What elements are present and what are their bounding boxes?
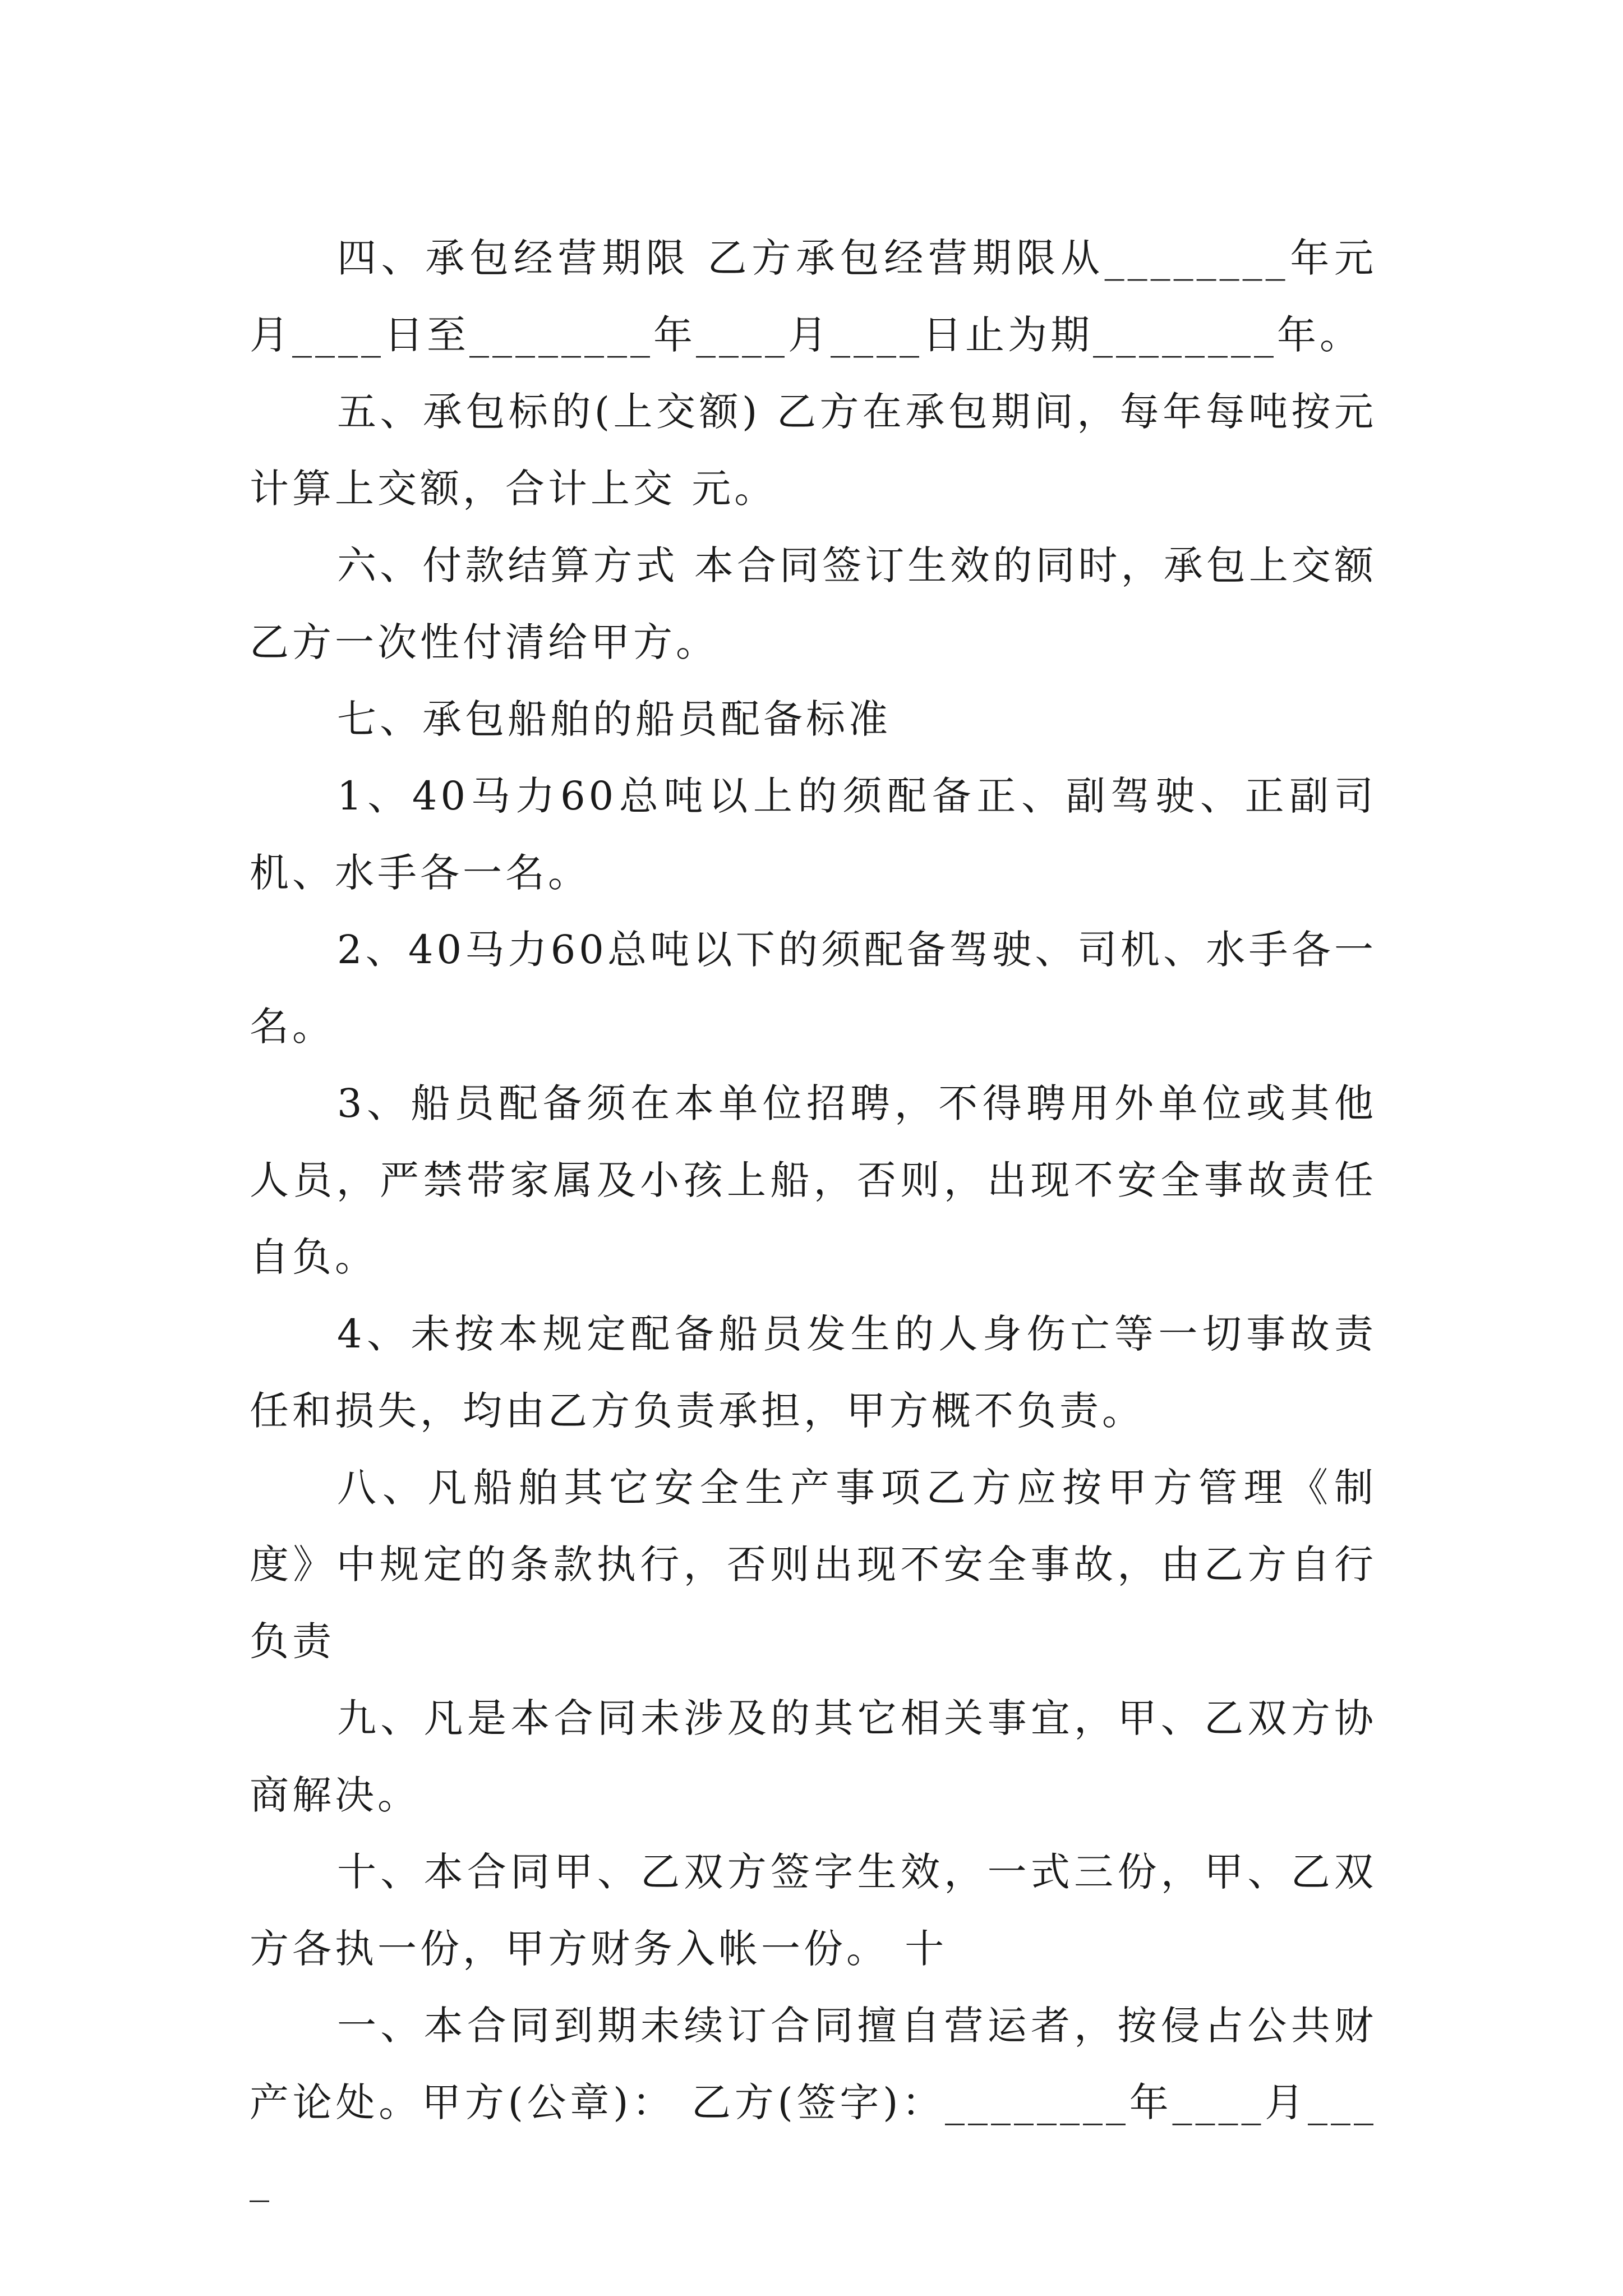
clause-11-expiry-signature: 一、本合同到期未续订合同擅自营运者，按侵占公共财产论处。甲方(公章)： 乙方(签字)：________年____月____	[250, 2003, 1377, 2202]
clause-7-item-4: 4、未按本规定配备船员发生的人身伤亡等一切事故责任和损失，均由乙方负责承担，甲方概不负责。	[250, 1311, 1377, 1434]
clause-8-safety: 八、凡船舶其它安全生产事项乙方应按甲方管理《制度》中规定的条款执行，否则出现不安全事故，由乙方自行负责	[250, 1465, 1377, 1664]
clause-7-item-2: 2、40马力60总吨以下的须配备驾驶、司机、水手各一名。	[250, 927, 1377, 1050]
clause-7-crew-standard: 七、承包船舶的船员配备标准	[337, 696, 891, 742]
clause-5-payment-amount: 五、承包标的(上交额) 乙方在承包期间，每年每吨按元计算上交额，合计上交 元。	[250, 389, 1377, 512]
clause-9-negotiation: 九、凡是本合同未涉及的其它相关事宜，甲、乙双方协商解决。	[250, 1695, 1377, 1818]
document-body	[250, 220, 1377, 2218]
clause-7-item-1: 1、40马力60总吨以上的须配备正、副驾驶、正副司机、水手各一名。	[250, 773, 1377, 896]
clause-10-effect: 十、本合同甲、乙双方签字生效，一式三份，甲、乙双方各执一份，甲方财务入帐一份。 十	[250, 1849, 1377, 1972]
clause-4-term: 四、承包经营期限 乙方承包经营期限从________年元月____日至________年____月____日止为期________年。	[250, 235, 1377, 358]
clause-6-settlement: 六、付款结算方式 本合同签订生效的同时，承包上交额乙方一次性付清给甲方。	[250, 542, 1377, 665]
clause-7-item-3: 3、船员配备须在本单位招聘，不得聘用外单位或其他人员，严禁带家属及小孩上船，否则，出现不安全事故责任自负。	[250, 1080, 1377, 1280]
